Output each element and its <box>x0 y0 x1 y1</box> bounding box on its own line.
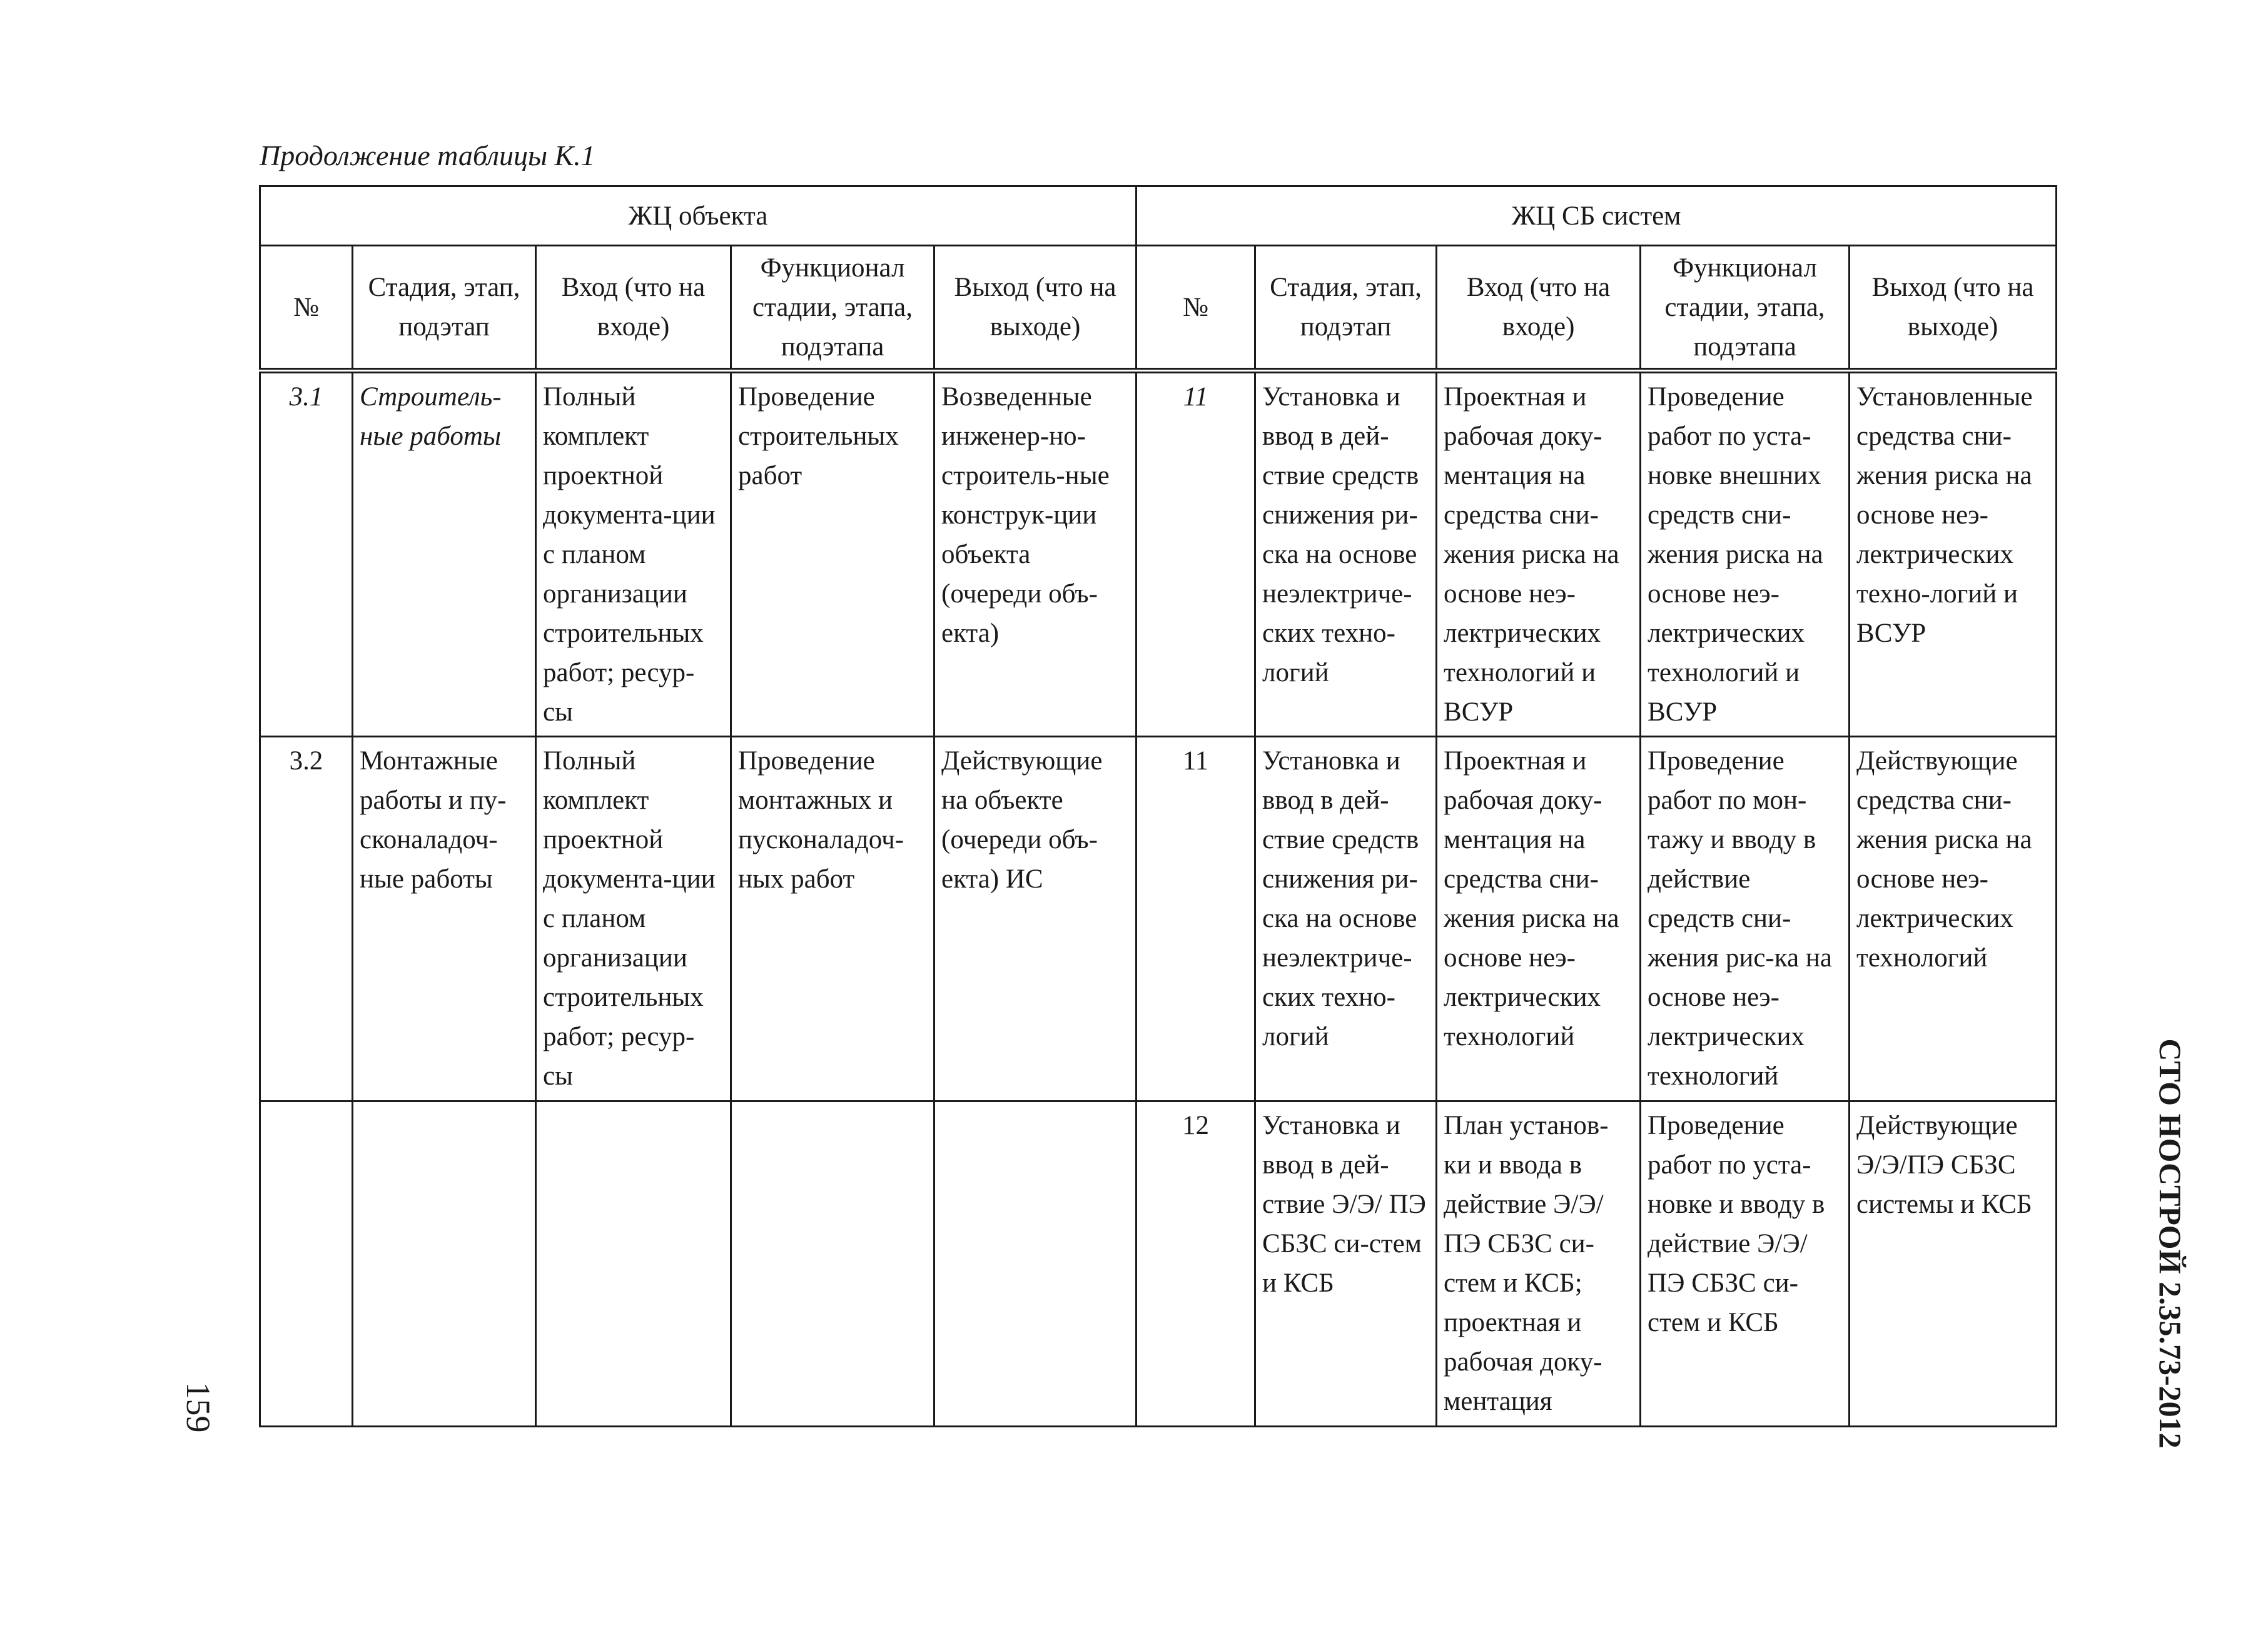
table-cell <box>731 1101 934 1427</box>
table-cell: 11 <box>1137 737 1255 1101</box>
table-cell: Проведение работ по уста-новке и вводу в действие Э/Э/ ПЭ СБЗС си-стем и КСБ <box>1641 1101 1850 1427</box>
table-cell: Полный комплект проектной документа-ции с планом организации строительных работ; ресур-сы <box>536 371 731 737</box>
table-cell: Проектная и рабочая доку-ментация на средства сни-жения риска на основе неэ-лектрических технологий <box>1437 737 1641 1101</box>
column-header-input: Вход (что на входе) <box>536 246 731 371</box>
table-cell: Полный комплект проектной документа-ции с планом организации строительных работ; ресур-сы <box>536 737 731 1101</box>
table-caption: Продолжение таблицы К.1 <box>260 139 595 171</box>
group-header-object: ЖЦ объекта <box>260 186 1137 246</box>
table-cell <box>260 1101 353 1427</box>
table-cell <box>353 1101 536 1427</box>
table-row <box>260 1101 2057 1427</box>
table-cell: Проведение работ по уста-новке внешних средств сни-жения риска на основе неэ-лектрических технологий и ВСУР <box>1641 371 1850 737</box>
table-cell <box>536 1101 731 1427</box>
table-row <box>260 737 2057 1101</box>
table-cell: Установка и ввод в дей-ствие средств снижения ри-ска на основе неэлектриче-ских техно-логий <box>1255 737 1437 1101</box>
table-cell: 12 <box>1137 1101 1255 1427</box>
column-header-number: № <box>260 246 353 371</box>
table-cell: 3.1 <box>260 371 353 737</box>
column-header-function: Функционал стадии, этапа, подэтапа <box>731 246 934 371</box>
column-header-function: Функционал стадии, этапа, подэтапа <box>1641 246 1850 371</box>
table-cell: 11 <box>1137 371 1255 737</box>
column-header-stage: Стадия, этап, подэтап <box>353 246 536 371</box>
table-cell: Установленные средства сни-жения риска на основе неэ-лектрических техно-логий и ВСУР <box>1850 371 2057 737</box>
table-cell: Действующие средства сни-жения риска на основе неэ-лектрических технологий <box>1850 737 2057 1101</box>
table-row <box>260 371 2057 737</box>
table-cell: Проведение работ по мон-тажу и вводу в действие средств сни-жения рис-ка на основе неэ-лектрических технологий <box>1641 737 1850 1101</box>
table-cell: План установ-ки и ввода в действие Э/Э/ ПЭ СБЗС си-стем и КСБ; проектная и рабочая доку-ментация <box>1437 1101 1641 1427</box>
table-cell: 3.2 <box>260 737 353 1101</box>
table-cell <box>934 1101 1137 1427</box>
group-header-systems: ЖЦ СБ систем <box>1137 186 2057 246</box>
standard-code-text: СТО НОСТРОЙ 2.35.73-2012 <box>2153 1038 2188 1449</box>
column-header-input: Вход (что на входе) <box>1437 246 1641 371</box>
column-header-output: Выход (что на выходе) <box>1850 246 2057 371</box>
standard-code-label <box>2152 1038 2189 1449</box>
table-cell: Монтажные работы и пу-сконаладоч-ные работы <box>353 737 536 1101</box>
table-cell: Строитель-ные работы <box>353 371 536 737</box>
column-header-number: № <box>1137 246 1255 371</box>
table-cell: Установка и ввод в дей-ствие средств снижения ри-ска на основе неэлектриче-ских техно-логий <box>1255 371 1437 737</box>
table-cell: Действующие Э/Э/ПЭ СБЗС системы и КСБ <box>1850 1101 2057 1427</box>
table-cell: Проектная и рабочая доку-ментация на средства сни-жения риска на основе неэ-лектрических технологий и ВСУР <box>1437 371 1641 737</box>
table-cell: Проведение монтажных и пусконаладоч-ных работ <box>731 737 934 1101</box>
table-cell: Установка и ввод в дей-ствие Э/Э/ ПЭ СБЗС си-стем и КСБ <box>1255 1101 1437 1427</box>
column-header-stage: Стадия, этап, подэтап <box>1255 246 1437 371</box>
continuation-table <box>259 185 2057 1427</box>
table-cell: Действующие на объекте (очереди объ-екта) ИС <box>934 737 1137 1101</box>
table-cell: Проведение строительных работ <box>731 371 934 737</box>
table-cell: Возведенные инженер-но-строитель-ные конструк-ции объекта (очереди объ-екта) <box>934 371 1137 737</box>
page-number: 159 <box>180 1382 217 1433</box>
column-header-output: Выход (что на выходе) <box>934 246 1137 371</box>
